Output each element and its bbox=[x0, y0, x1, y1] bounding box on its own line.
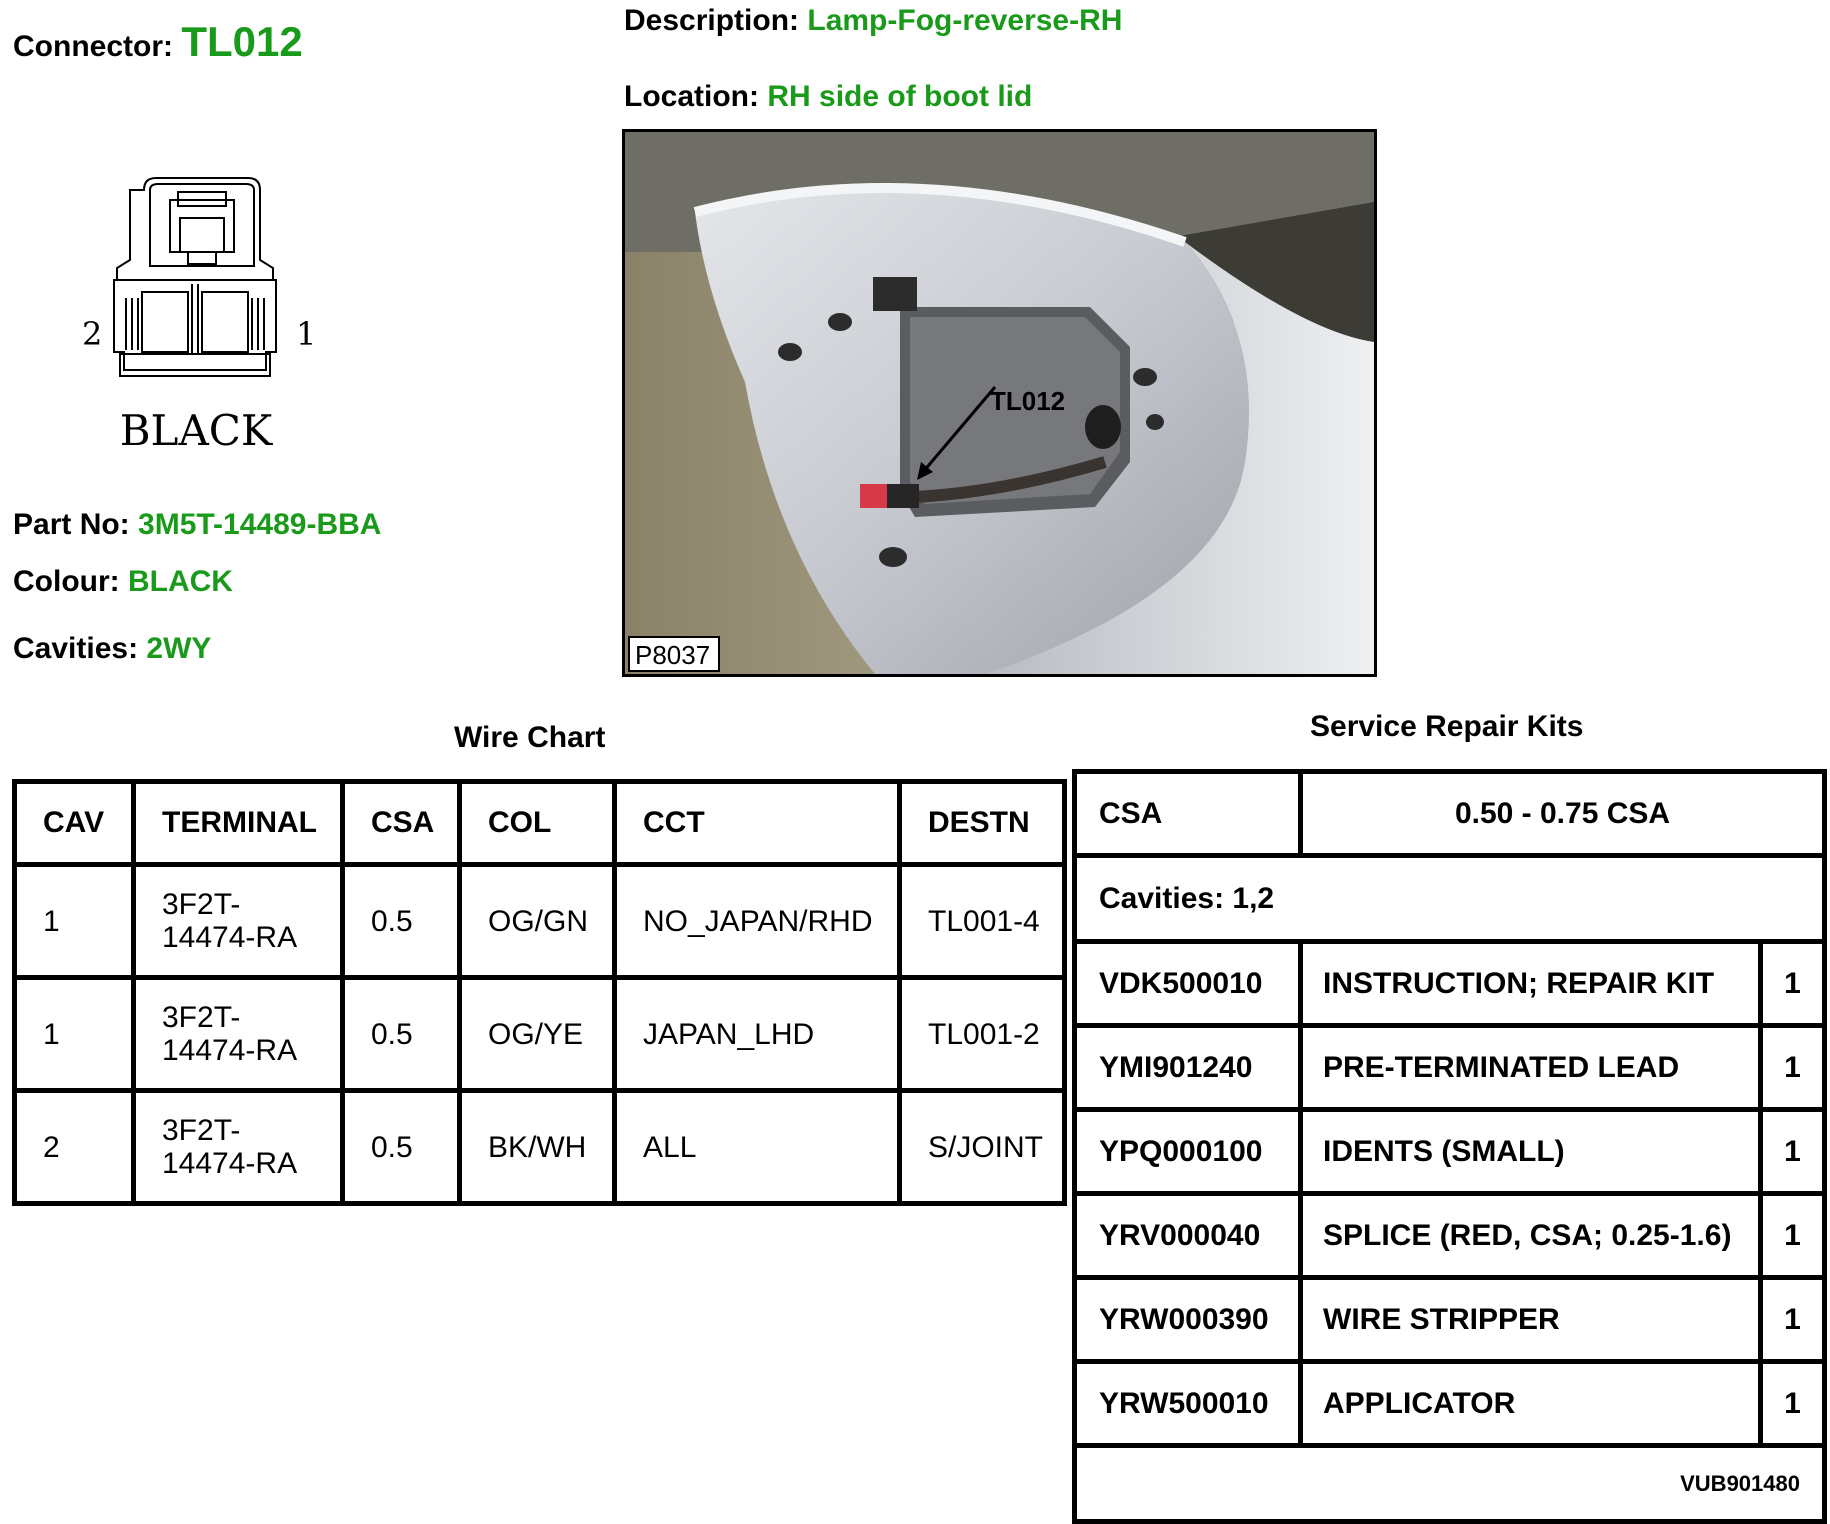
photo-callout: TL012 bbox=[990, 386, 1066, 416]
kits-cavities-row bbox=[1077, 858, 1822, 944]
kits-cavities: Cavities: 1,2 bbox=[1099, 881, 1275, 915]
description-value: Lamp-Fog-reverse-RH bbox=[807, 4, 1123, 37]
cell-cct: NO_JAPAN/RHD bbox=[615, 865, 900, 978]
table-row bbox=[15, 1091, 1065, 1204]
service-repair-kits-table bbox=[1072, 769, 1827, 1524]
table-row bbox=[1077, 1112, 1822, 1196]
kit-desc: PRE-TERMINATED LEAD bbox=[1298, 1028, 1758, 1107]
header-terminal: TERMINAL bbox=[134, 782, 343, 865]
kit-desc: INSTRUCTION; REPAIR KIT bbox=[1298, 944, 1758, 1023]
cell-terminal: 3F2T- 14474-RA bbox=[134, 978, 343, 1091]
cell-cav: 1 bbox=[15, 865, 134, 978]
kit-code: YRV000040 bbox=[1099, 1218, 1261, 1252]
pin-2-label: 2 bbox=[82, 315, 103, 353]
kit-desc: WIRE STRIPPER bbox=[1298, 1280, 1758, 1359]
header-destn: DESTN bbox=[900, 782, 1065, 865]
location bbox=[624, 80, 1032, 114]
wire-chart-title: Wire Chart bbox=[454, 721, 606, 754]
location-label: Location: bbox=[624, 80, 759, 113]
colour-label: Colour: bbox=[13, 565, 120, 598]
cavities-value: 2WY bbox=[146, 632, 212, 665]
service-repair-kits-title: Service Repair Kits bbox=[1310, 710, 1584, 743]
location-photo bbox=[622, 129, 1377, 677]
kits-csa-value: 0.50 - 0.75 CSA bbox=[1298, 774, 1822, 853]
location-value: RH side of boot lid bbox=[767, 80, 1033, 113]
connector-label: Connector: bbox=[13, 30, 173, 63]
table-row bbox=[1077, 1196, 1822, 1280]
kit-qty: 1 bbox=[1758, 1280, 1822, 1359]
pin-1-label: 1 bbox=[296, 315, 317, 353]
kit-qty: 1 bbox=[1758, 1364, 1822, 1443]
boot-lid-photo bbox=[625, 132, 1374, 674]
kit-code: YRW500010 bbox=[1099, 1386, 1269, 1420]
cell-csa: 0.5 bbox=[343, 978, 460, 1091]
header-csa: CSA bbox=[343, 782, 460, 865]
kit-code: YRW000390 bbox=[1099, 1302, 1269, 1336]
description bbox=[624, 4, 1144, 38]
cavities bbox=[13, 632, 211, 666]
part-number-label: Part No: bbox=[13, 508, 130, 541]
kit-qty: 1 bbox=[1758, 944, 1822, 1023]
table-row bbox=[15, 865, 1065, 978]
header-cct: CCT bbox=[615, 782, 900, 865]
kit-desc: APPLICATOR bbox=[1298, 1364, 1758, 1443]
description-label: Description: bbox=[624, 4, 800, 37]
diagram-colour-label: BLACK bbox=[119, 406, 273, 455]
table-row bbox=[1077, 1280, 1822, 1364]
cell-destn: TL001-4 bbox=[900, 865, 1065, 978]
cell-col: BK/WH bbox=[460, 1091, 615, 1204]
cell-terminal: 3F2T- 14474-RA bbox=[134, 1091, 343, 1204]
connector-face-diagram bbox=[70, 170, 320, 460]
cell-col: OG/YE bbox=[460, 978, 615, 1091]
cell-cav: 1 bbox=[15, 978, 134, 1091]
kit-code: YMI901240 bbox=[1099, 1050, 1253, 1084]
connector-id: TL012 bbox=[181, 18, 303, 65]
part-number bbox=[13, 508, 381, 542]
kit-code: VDK500010 bbox=[1099, 966, 1263, 1000]
kit-desc: IDENTS (SMALL) bbox=[1298, 1112, 1758, 1191]
kit-qty: 1 bbox=[1758, 1028, 1822, 1107]
cell-csa: 0.5 bbox=[343, 865, 460, 978]
kits-csa-label: CSA bbox=[1099, 796, 1163, 830]
table-row bbox=[1077, 1028, 1822, 1112]
cell-cct: JAPAN_LHD bbox=[615, 978, 900, 1091]
colour-value: BLACK bbox=[127, 565, 233, 598]
cell-cav: 2 bbox=[15, 1091, 134, 1204]
colour bbox=[13, 565, 233, 599]
table-row bbox=[15, 978, 1065, 1091]
cell-destn: TL001-2 bbox=[900, 978, 1065, 1091]
cell-csa: 0.5 bbox=[343, 1091, 460, 1204]
cell-col: OG/GN bbox=[460, 865, 615, 978]
photo-code: P8037 bbox=[635, 640, 711, 670]
cell-destn: S/JOINT bbox=[900, 1091, 1065, 1204]
kit-desc: SPLICE (RED, CSA; 0.25-1.6) bbox=[1298, 1196, 1758, 1275]
wire-chart-header-row bbox=[15, 782, 1065, 865]
wire-chart-table bbox=[12, 779, 1067, 1206]
cell-terminal: 3F2T- 14474-RA bbox=[134, 865, 343, 978]
kits-csa-row bbox=[1077, 774, 1822, 858]
cavities-label: Cavities: bbox=[13, 632, 139, 665]
kits-footer-code: VUB901480 bbox=[1680, 1471, 1800, 1496]
table-row bbox=[1077, 1364, 1822, 1448]
connector-heading bbox=[13, 18, 303, 66]
kit-code: YPQ000100 bbox=[1099, 1134, 1263, 1168]
kit-qty: 1 bbox=[1758, 1112, 1822, 1191]
kit-qty: 1 bbox=[1758, 1196, 1822, 1275]
table-row bbox=[1077, 944, 1822, 1028]
cell-cct: ALL bbox=[615, 1091, 900, 1204]
header-cav: CAV bbox=[15, 782, 134, 865]
part-number-value: 3M5T-14489-BBA bbox=[138, 508, 382, 541]
header-col: COL bbox=[460, 782, 615, 865]
